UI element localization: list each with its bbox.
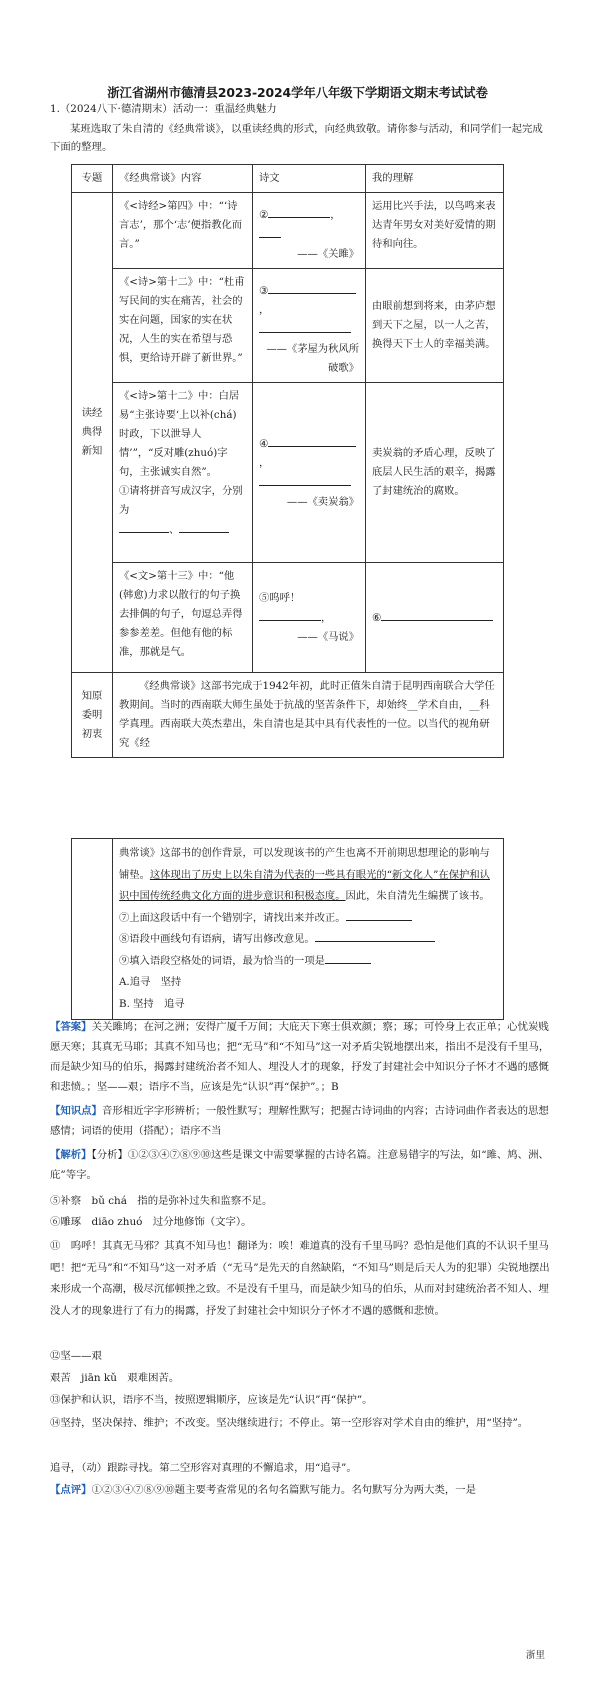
table-row xyxy=(72,673,504,758)
table-row xyxy=(72,839,504,1020)
analysis-block xyxy=(50,1145,550,1185)
topic-cell-1: 读经典得新知 xyxy=(72,193,113,673)
question-header xyxy=(50,100,550,118)
answer-blank[interactable] xyxy=(315,929,435,942)
continued-paragraph: 典常谈》这部书的创作背景，可以发现该书的产生也离不开前期思想理论的影响与铺垫。这体现出了历史上以朱自清为代表的一些具有眼光的“新文化人”在保护和认识中国传统经典文化方面的进步意识和积极态度。因此，朱自清先生编撰了该书。 xyxy=(119,847,490,902)
understanding-cell: 由眼前想到将来，由茅庐想到天下之屋，以一人之苦，换得天下士人的幸福美满。 xyxy=(366,269,504,383)
content-cell: 《<文>第十三》中：“他(韩愈)力求以散行的句子换去排偶的句子，句逗总弄得参参差差。但他有他的标准，那就是气。 xyxy=(113,563,253,673)
answer-blank[interactable] xyxy=(268,281,356,294)
classics-table xyxy=(71,164,504,758)
question-8: ⑧语段中画线句有语病，请写出修改意见。 xyxy=(119,929,497,951)
answer-blank[interactable] xyxy=(259,608,321,621)
answer-blank[interactable] xyxy=(259,473,351,486)
pinyin-blank-2[interactable] xyxy=(179,520,229,533)
poem-cell: ③ ， ——《茅屋为秋风所破歌》 xyxy=(253,269,366,383)
comment-text: ①②③④⑦⑧⑨⑩题主要考查常见的名句名篇默写能力。名句默写分为两大类，一是 xyxy=(91,1484,477,1496)
analysis-item-12: ⑫坚——艰 xyxy=(50,1350,102,1362)
header-content: 《经典常谈》内容 xyxy=(113,165,253,193)
analysis-item-13: ⑬保护和认识，语序不当，按照逻辑顺序，应该是先“认识”再“保护”。 xyxy=(50,1394,373,1406)
knowledge-tag: 【知识点】 xyxy=(50,1105,102,1117)
underlined-sentence: 这体现出了历史上以朱自清为代表的一些具有眼光的“新文化人”在保护和认识中国传统经典文化方面的进步意识和积极态度。 xyxy=(119,868,490,902)
table-row xyxy=(72,193,504,269)
question-9: ⑨填入语段空格处的词语，最为恰当的一项是 xyxy=(119,951,497,973)
answer-blank[interactable] xyxy=(259,225,281,238)
answer-blank[interactable] xyxy=(259,320,351,333)
question-7: ⑦上面这段话中有一个错别字，请找出来并改正。 xyxy=(119,908,497,930)
table-header-row xyxy=(72,165,504,193)
page-title: 浙江省湖州市德清县2023-2024学年八年级下学期语文期末考试试卷 xyxy=(107,85,488,100)
answer-blank[interactable] xyxy=(346,908,412,921)
answer-tag: 【答案】 xyxy=(50,1021,92,1033)
understanding-cell: 运用比兴手法，以鸟鸣来表达青年男女对美好爱情的期待和向往。 xyxy=(366,193,504,269)
header-topic: 专题 xyxy=(72,165,113,193)
table-row xyxy=(72,563,504,673)
poem-source: ——《马说》 xyxy=(297,630,359,643)
comment-tag: 【点评】 xyxy=(50,1484,92,1496)
answer-blank[interactable] xyxy=(268,205,330,218)
answer-blank[interactable] xyxy=(268,434,356,447)
analysis-item-11: ⑪ 呜呼！其真无马邪？其真不知马也！翻译为：唉！难道真的没有千里马吗？恐怕是他们真的不认识千里马吧！把“无马”和“不知马”这一对矛盾（“无马”是先天的自然缺陷，“不知马”则是后天人为的犯罪）尖锐地摆出来形成一个高潮，极尽沉郁顿挫之致。不是没有千里马，而是缺少知马的伯乐，从而对封建统治者不知人、埋没人才的现象进行了有力的揭露，抒发了封建社会中知识分子怀才不遇的感慨和悲愤。 xyxy=(50,1240,550,1317)
analysis-tag: 【解析】 xyxy=(50,1149,92,1161)
poem-cell: ② ， ——《关雎》 xyxy=(253,193,366,269)
answer-text: 关关雎鸠；在河之洲；安得广厦千万间；大庇天下寒士俱欢颜；察；琢；可怜身上衣正单；心忧炭贱愿天寒；其真无马耶；其真不知马也；把“无马”和“不知马”这一对矛盾尖锐地摆出来，指出不是没有千里马，而是缺少知马的伯乐，揭露封建统治者不知人、埋没人才的现象，抒发了封建社会中知识分子怀才不遇的感慨和悲愤。；坚——艰；语序不当，应该是先“认识”再“保护”。；B xyxy=(50,1021,550,1093)
answer-block xyxy=(50,1017,550,1097)
content-cell: 《<诗经>第四》中：“‘诗言志’，那个‘志’便指教化而言。” xyxy=(113,193,253,269)
answer-blank[interactable] xyxy=(381,608,493,621)
option-a: A.追寻 坚持 xyxy=(119,976,182,988)
content-task: ①请将拼音写成汉字，分别为 xyxy=(119,485,243,516)
question-activity: 活动一：重温经典魅力 xyxy=(172,103,277,115)
knowledge-text: 音形相近字字形辨析；一般性默写；理解性默写；把握古诗词曲的内容；古诗词曲作者表达的思想感情；词语的使用（搭配）；语序不当 xyxy=(50,1105,549,1137)
poem-source: ——《关雎》 xyxy=(297,248,359,260)
table-row xyxy=(72,269,504,383)
analysis-item-6: ⑥雕琢 diāo zhuó 过分地修饰（文字）。 xyxy=(50,1216,252,1228)
question-number: 1.（2024八下·德清期末） xyxy=(50,103,173,115)
background-text: 《经典常谈》这部书完成于1942年初，此时正值朱自清于昆明西南联合大学任教期间。当时的西南联大师生虽处于抗战的坚苦条件下，却始终__学术自由，__科学真理。西南联大英杰辈出，朱自清也是其中具有代表性的一位。以当代的视角研究《经 xyxy=(113,673,504,758)
page-footer: 浙里 xyxy=(525,1650,545,1661)
analysis-item-15: 追寻，（动）跟踪寻找。第二空形容对真理的不懈追求，用“追寻”。 xyxy=(50,1462,357,1474)
question-intro: 某班选取了朱自清的《经典常谈》，以重读经典的形式，向经典致敬。请你参与活动，和同学们一起完成下面的整理。 xyxy=(50,123,543,153)
content-cell: 《<诗>第十二》中：“杜甫写民间的实在痛苦，社会的实在问题，国家的实在状况，人生的实在希望与恐惧，更给诗开辟了新世界。” xyxy=(113,269,253,383)
analysis-text: 【分析】①②③④⑦⑧⑨⑩这些是课文中需要掌握的古诗名篇。注意易错字的写法，如“雎、鸠、洲、庇”等字。 xyxy=(50,1149,549,1181)
poem-cell: ④ ， ——《卖炭翁》 xyxy=(253,383,366,563)
content-cell: 《<诗>第十二》中：白居易“主张诗要‘上以补(chá)时政，下以泄导人情’”，“反对雕(zhuó)字句，主张诚实自然”。 ①请将拼音写成汉字，分别为 、 xyxy=(113,383,253,563)
pinyin-blank-1[interactable] xyxy=(119,520,169,533)
topic-cell-2: 知原委明初衷 xyxy=(72,673,113,758)
poem-cell: ⑤呜呼！， ——《马说》 xyxy=(253,563,366,673)
understanding-cell: 卖炭翁的矛盾心理，反映了底层人民生活的艰辛，揭露了封建统治的腐败。 xyxy=(366,383,504,563)
analysis-item-14: ⑭坚持，坚决保持、维护；不改变。坚决继续进行；不停止。第一空形容对学术自由的维护，用“坚持”。 xyxy=(50,1417,529,1429)
poem-source: ——《卖炭翁》 xyxy=(286,495,359,508)
header-poem: 诗文 xyxy=(253,165,366,193)
header-understanding: 我的理解 xyxy=(366,165,504,193)
table-row xyxy=(72,383,504,563)
option-b: B. 坚持 追寻 xyxy=(119,997,185,1010)
analysis-item-5: ⑤补察 bǔ chá 指的是弥补过失和监察不足。 xyxy=(50,1195,273,1207)
knowledge-block xyxy=(50,1101,550,1141)
analysis-item-12b: 艰苦 jiān kǔ 艰难困苦。 xyxy=(50,1372,180,1384)
comment-block xyxy=(50,1480,550,1500)
understanding-cell: ⑥ xyxy=(366,563,504,673)
answer-blank[interactable] xyxy=(325,951,371,964)
classics-table-continued xyxy=(71,838,504,1020)
poem-source: ——《茅屋为秋风所破歌》 xyxy=(266,343,359,374)
